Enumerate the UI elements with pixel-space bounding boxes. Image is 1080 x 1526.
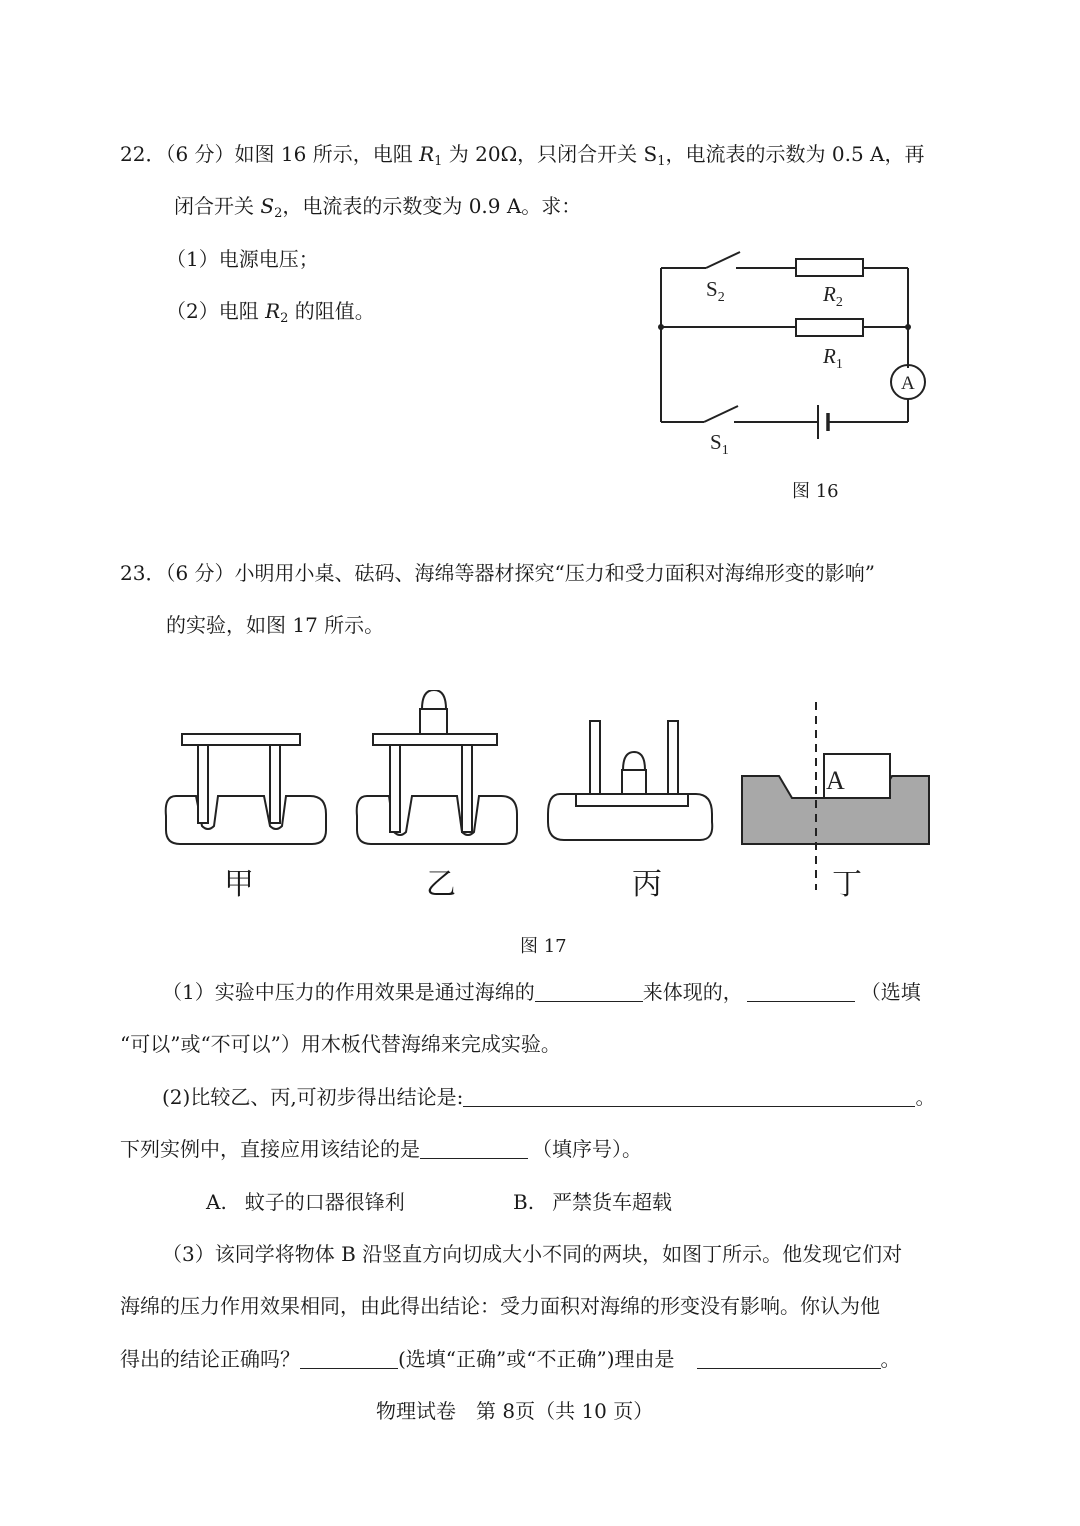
q22-s2-symbol: S	[260, 194, 275, 218]
q22-line-1	[120, 141, 924, 167]
junction-right	[905, 324, 911, 330]
label-bing: 丙	[632, 867, 662, 902]
page-footer: 物理试卷 第 8页（共 10 页）	[376, 1399, 654, 1423]
setup-bing	[548, 721, 712, 840]
p1-line-1	[162, 979, 921, 1005]
figure-17-caption: 图 17	[520, 936, 567, 957]
p2-text-a: (2)比较乙、丙,可初步得出结论是:	[162, 1085, 464, 1109]
p1-blank-2[interactable]	[747, 981, 855, 1002]
figure-16-circuit	[640, 240, 940, 470]
p2-line-1	[162, 1084, 935, 1110]
p2-option-a-label: A.	[206, 1190, 227, 1214]
figure-17-experiments	[160, 690, 940, 905]
p2-option-a-text: 蚊子的口器很锋利	[244, 1190, 405, 1214]
junction-left	[658, 324, 664, 330]
r1-label: $R_1$	[823, 344, 843, 372]
q23-text-a: （6 分）小明用小桌、砝码、海绵等器材探究“压力和受力面积对海绵形变的影响”	[165, 561, 875, 585]
label-jia: 甲	[224, 867, 254, 902]
q22-number: 22．	[120, 142, 166, 166]
p2-blank-choice[interactable]	[420, 1138, 528, 1159]
q22-text-d: 闭合开关	[174, 194, 261, 218]
p3-line-2: 海绵的压力作用效果相同，由此得出结论：受力面积对海绵的形变没有影响。你认为他	[120, 1294, 880, 1318]
p2-line-2	[120, 1136, 642, 1162]
s1-label: $S_1$	[710, 430, 729, 458]
s2-label: $S_2$	[706, 277, 725, 305]
r2-resistor	[796, 259, 863, 276]
r1-resistor	[796, 319, 863, 336]
label-yi: 乙	[426, 867, 456, 902]
q22-sub-2	[166, 298, 375, 324]
p2-option-b-text: 严禁货车超载	[552, 1190, 673, 1214]
p1-blank-1[interactable]	[535, 981, 643, 1002]
q23-line-1	[120, 560, 875, 586]
p1-text-b: 来体现的，	[642, 980, 743, 1004]
q23-line-2: 的实验，如图 17 所示。	[166, 613, 385, 637]
setup-yi	[357, 690, 517, 844]
q22-line-2	[174, 193, 581, 219]
figure-16-caption: 图 16	[792, 481, 839, 502]
q22-text-c: ，电流表的示数为 0.5 A，再	[665, 142, 925, 166]
p1-text-a: （1）实验中压力的作用效果是通过海绵的	[162, 980, 535, 1004]
q22-text-b: 为 20Ω，只闭合开关 S	[442, 142, 658, 166]
q22-sub2-a: （2）电阻	[166, 299, 266, 323]
q22-text-a: （6 分）如图 16 所示，电阻	[165, 142, 420, 166]
p3-line-1: （3）该同学将物体 B 沿竖直方向切成大小不同的两块，如图丁所示。他发现它们对	[162, 1242, 903, 1266]
p1-text-c: （选填	[860, 980, 921, 1004]
p1-line-2: “可以”或“不可以”）用木板代替海绵来完成实验。	[120, 1032, 561, 1056]
q22-text-e: ，电流表的示数变为 0.9 A。求：	[282, 194, 582, 218]
q22-s2-sub: 2	[274, 206, 283, 221]
p2-blank-conclusion[interactable]	[463, 1086, 915, 1107]
p2-option-a	[206, 1189, 405, 1215]
label-ding: 丁	[832, 867, 862, 902]
p2-text-a-end: 。	[915, 1085, 936, 1109]
q22-s1-sub: 1	[657, 154, 666, 169]
p2-text-b: 下列实例中，直接应用该结论的是	[120, 1137, 420, 1161]
q22-r2-sub: 2	[280, 311, 289, 326]
q23-number: 23．	[120, 561, 166, 585]
q22-r2-symbol: R	[265, 299, 281, 323]
p2-text-b-end: （填序号）。	[532, 1137, 642, 1161]
p2-option-b-label: B.	[513, 1190, 535, 1214]
q22-sub-1: （1）电源电压；	[166, 247, 319, 271]
setup-jia	[166, 734, 326, 844]
q22-r1-sub: 1	[434, 154, 443, 169]
r2-label: $R_2$	[823, 282, 843, 310]
q22-sub2-b: 的阻值。	[288, 299, 375, 323]
ammeter-label: A	[901, 373, 915, 394]
q22-r1-symbol: R	[419, 142, 435, 166]
p3-line-3	[120, 1346, 901, 1372]
p3-text-d: (选填“正确”或“不正确”)理由是	[398, 1347, 675, 1371]
p2-option-b	[513, 1189, 672, 1215]
p3-blank-reason[interactable]	[697, 1348, 881, 1369]
p3-text-e: 。	[880, 1347, 901, 1371]
p3-text-c: 得出的结论正确吗？	[120, 1347, 300, 1371]
block-a-label: A	[826, 766, 845, 795]
p3-blank-judgement[interactable]	[300, 1348, 398, 1369]
